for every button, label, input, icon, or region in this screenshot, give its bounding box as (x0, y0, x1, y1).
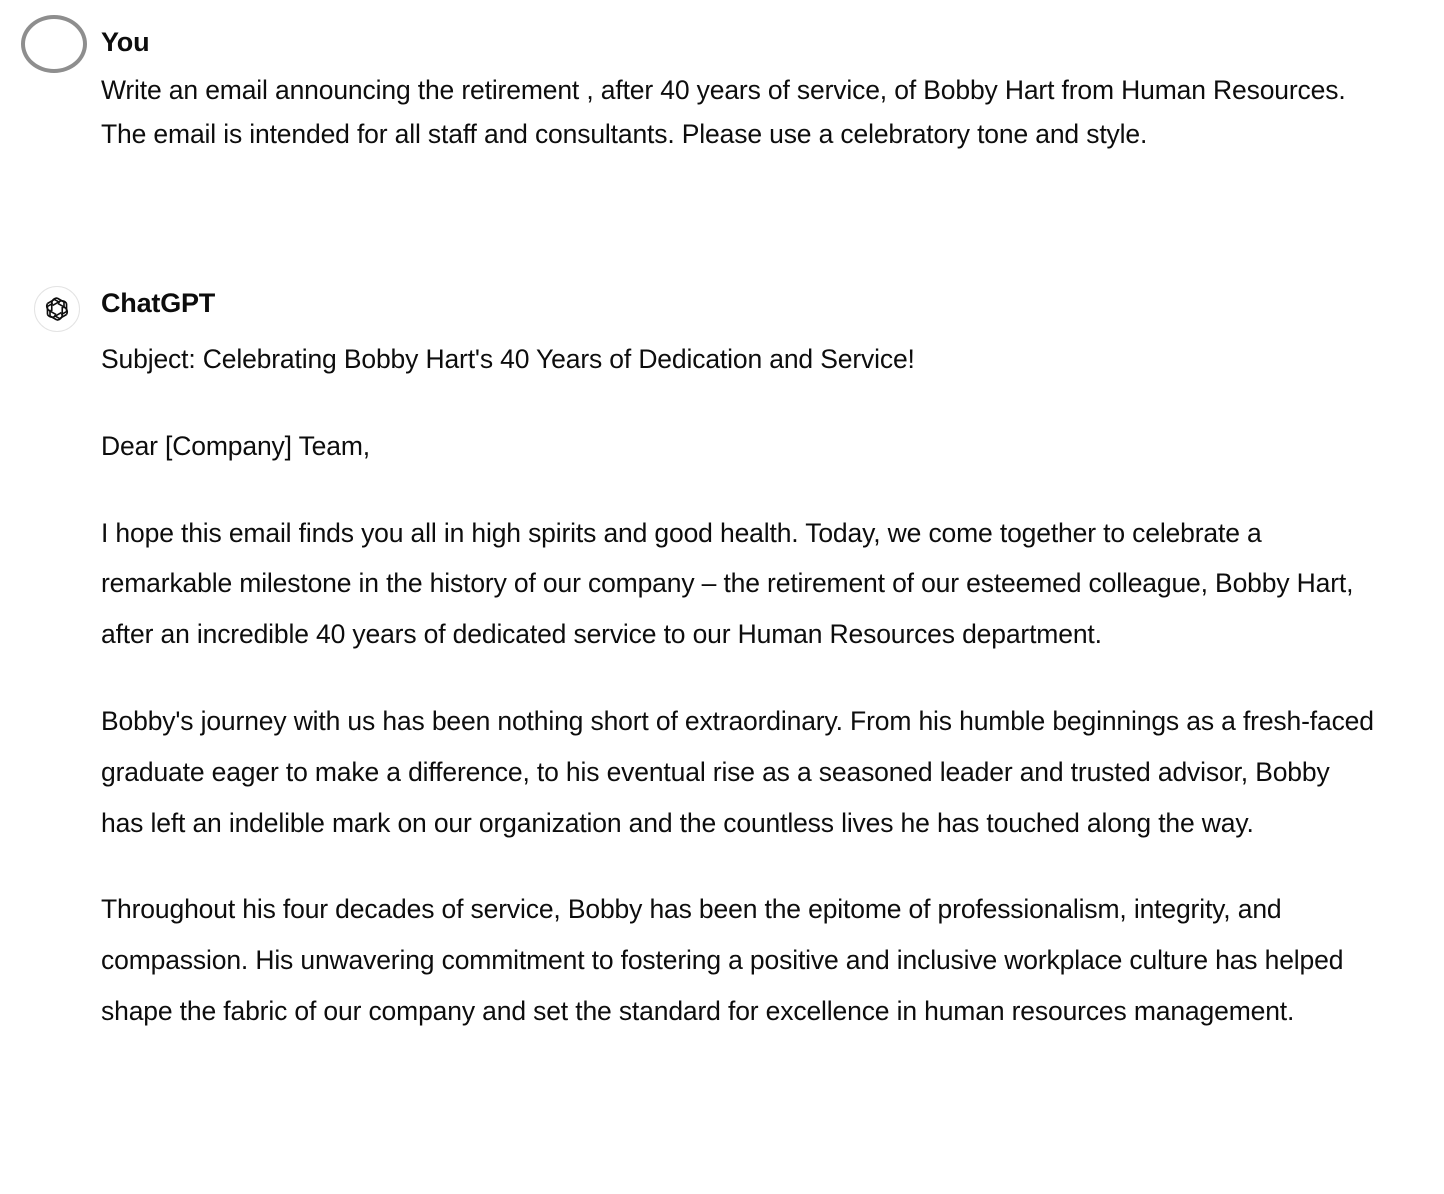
email-paragraph: Throughout his four decades of service, Bobby has been the epitome of professionalism, integrity, and compassion. His unwavering commitment to fostering a positive and inclusive workplace culture has helped shape the fabric of our company and set the standard for excellence in human resources management. (101, 894, 1344, 1026)
openai-logo-icon (34, 286, 80, 332)
email-paragraph: I hope this email finds you all in high spirits and good health. Today, we come together to celebrate a remarkable milestone in the history of our company – the retirement of our esteemed colleague, Bobby Hart, after an incredible 40 years of dedicated service to our Human Resources department. (101, 517, 1354, 650)
assistant-author-name: ChatGPT (101, 288, 216, 318)
email-paragraph: Bobby's journey with us has been nothing short of extraordinary. From his humble beginnings as a fresh-faced graduate eager to make a difference, to his eventual rise as a seasoned leader and trusted advisor, Bobby has left an indelible mark on our organization and the countless lives he has touched along the way. (101, 705, 1374, 838)
user-message: Write an email announcing the retirement , after 40 years of service, of Bobby Hart from Human Resources. The email is intended for all staff and consultants. Please use a celebratory tone and style. (101, 75, 1346, 149)
email-greeting: Dear [Company] Team, (101, 430, 370, 461)
user-author-name: You (101, 27, 150, 57)
email-subject: Subject: Celebrating Bobby Hart's 40 Years of Dedication and Service! (101, 344, 915, 374)
user-avatar (21, 15, 87, 73)
assistant-message (101, 334, 1376, 1073)
